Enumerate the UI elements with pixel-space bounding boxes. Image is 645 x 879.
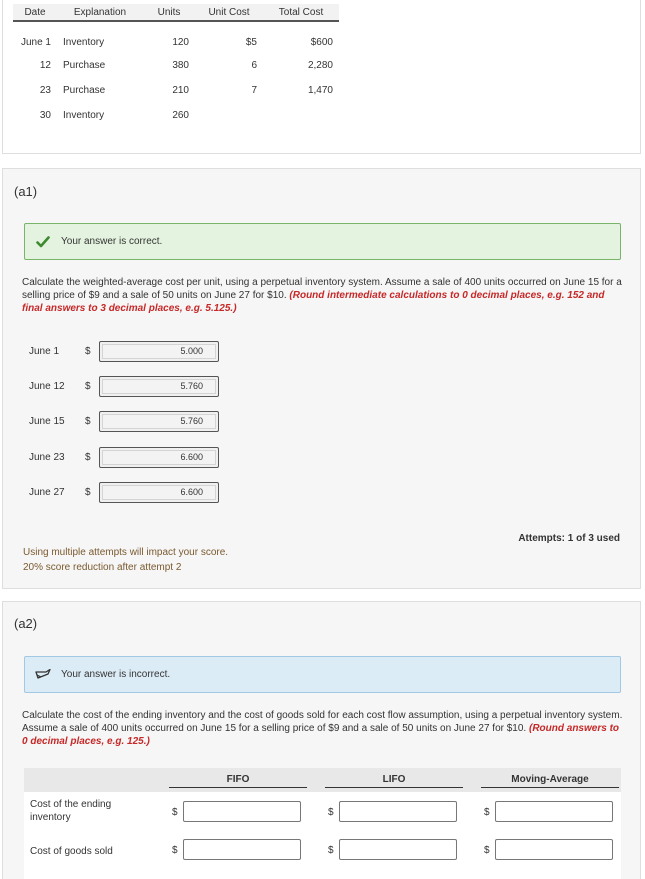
cell-explanation: Purchase	[63, 85, 106, 96]
answer-row-june-12	[29, 375, 219, 397]
part-a1-rounding-note: (Round intermediate calculations to 0 decimal places, e.g. 152 and final answers to 3 decimal places, e.g. 5.125.)	[22, 290, 605, 314]
inventory-table	[13, 4, 339, 128]
dollar-sign: $	[484, 807, 490, 818]
table-header-row	[13, 4, 339, 21]
cost-flow-grid	[24, 792, 621, 879]
attempts-note-line-1: Using multiple attempts will impact your score.	[23, 547, 229, 558]
cell-units: 210	[172, 85, 189, 96]
cell-units: 380	[172, 60, 189, 71]
answer-row-label: June 12	[29, 380, 65, 392]
lifo-cogs-input[interactable]	[339, 839, 457, 860]
col-header-moving-average: Moving-Average	[481, 774, 619, 788]
answer-row-label: June 27	[29, 486, 65, 498]
table-row	[13, 103, 339, 128]
part-a1-instructions	[22, 276, 626, 315]
cell-unit-cost: $5	[245, 37, 257, 48]
cell-date: 23	[39, 85, 51, 96]
cell-total-cost	[263, 103, 339, 128]
part-a2-rounding-note: (Round answers to 0 decimal places, e.g. 125.)	[22, 723, 620, 747]
answer-value: 6.600	[102, 485, 216, 500]
part-a1-section	[2, 168, 641, 589]
dollar-sign: $	[85, 345, 91, 357]
answer-value: 5.000	[102, 344, 216, 359]
correct-answer-message: Your answer is correct.	[61, 236, 163, 247]
cell-explanation: Inventory	[63, 110, 105, 121]
dollar-sign: $	[85, 415, 91, 427]
moving-average-cogs-input[interactable]	[495, 839, 613, 860]
answer-row-june-15	[29, 410, 219, 432]
cell-date: June 1	[20, 37, 51, 48]
answer-row-label: June 15	[29, 415, 65, 427]
table-row	[13, 78, 339, 103]
cell-unit-cost: 6	[251, 60, 257, 71]
answer-row-label: June 1	[29, 345, 60, 357]
attempts-note-line-2: 20% score reduction after attempt 2	[23, 562, 182, 573]
part-a1-instructions-text: Calculate the weighted-average cost per unit, using a perpetual inventory system. Assume a sale of 400 units occurred on June 15 for a selling price of $9 and a sale of 50 units on June 27 for $10.	[22, 277, 622, 301]
dollar-sign: $	[85, 451, 91, 463]
fifo-cogs-input[interactable]	[183, 839, 301, 860]
fifo-ending-inventory-input[interactable]	[183, 801, 301, 822]
dollar-sign: $	[85, 486, 91, 498]
col-header-unit-cost: Unit Cost	[195, 4, 263, 21]
answer-field	[99, 376, 219, 397]
part-a2-label: (a2)	[14, 616, 38, 631]
dollar-sign: $	[172, 845, 178, 856]
attempts-used: Attempts: 1 of 3 used	[518, 533, 620, 544]
cell-date: 30	[39, 110, 51, 121]
cell-explanation: Inventory	[63, 37, 105, 48]
dollar-sign: $	[484, 845, 490, 856]
answer-value: 5.760	[102, 379, 216, 394]
answer-field	[99, 341, 219, 362]
table-row	[13, 53, 339, 78]
ending-inventory-label-line-1: Cost of the ending	[30, 799, 112, 810]
answer-row-june-27	[29, 481, 219, 503]
cost-flow-grid-header	[24, 768, 621, 792]
col-header-explanation: Explanation	[57, 4, 143, 21]
ending-inventory-label-line-2: inventory	[30, 812, 71, 823]
col-header-date: Date	[13, 4, 57, 21]
incorrect-answer-banner	[24, 656, 621, 693]
answer-row-june-23	[29, 446, 219, 468]
answer-field	[99, 411, 219, 432]
col-header-total-cost: Total Cost	[263, 4, 339, 21]
answer-field	[99, 482, 219, 503]
cell-date: 12	[39, 60, 51, 71]
cell-units: 260	[172, 110, 189, 121]
cell-total-cost: 1,470	[307, 85, 333, 96]
part-a2-section	[2, 601, 641, 879]
part-a1-label: (a1)	[14, 184, 38, 199]
dollar-sign: $	[172, 807, 178, 818]
pencil-icon	[25, 669, 61, 681]
answer-value: 5.760	[102, 414, 216, 429]
cell-total-cost: 2,280	[307, 60, 333, 71]
part-a2-instructions	[22, 709, 626, 748]
answer-field	[99, 447, 219, 468]
dollar-sign: $	[328, 807, 334, 818]
inventory-data-panel	[2, 0, 641, 154]
ending-inventory-row-label	[30, 798, 111, 824]
dollar-sign: $	[328, 845, 334, 856]
attempts-note	[23, 545, 228, 575]
cogs-row-label: Cost of goods sold	[30, 846, 113, 857]
col-header-units: Units	[143, 4, 195, 21]
incorrect-answer-message: Your answer is incorrect.	[61, 669, 171, 680]
answer-row-label: June 23	[29, 451, 65, 463]
checkmark-icon	[25, 236, 61, 248]
cell-explanation: Purchase	[63, 60, 106, 71]
cell-total-cost: $600	[310, 37, 333, 48]
table-row	[13, 21, 339, 53]
cell-unit-cost	[195, 103, 263, 128]
answer-row-june-1	[29, 340, 219, 362]
dollar-sign: $	[85, 380, 91, 392]
correct-answer-banner	[24, 223, 621, 260]
cell-units: 120	[172, 37, 189, 48]
part-a2-instructions-text: Calculate the cost of the ending inventory and the cost of goods sold for each cost flow assumption, using a perpetual inventory system. Assume a sale of 400 units occurred on June 15 for a selling price of $9 and a sale of 50 units on June 27 for $10.	[22, 710, 623, 734]
cell-unit-cost: 7	[251, 85, 257, 96]
lifo-ending-inventory-input[interactable]	[339, 801, 457, 822]
col-header-lifo: LIFO	[325, 774, 463, 788]
answer-value: 6.600	[102, 450, 216, 465]
moving-average-ending-inventory-input[interactable]	[495, 801, 613, 822]
col-header-fifo: FIFO	[169, 774, 307, 788]
